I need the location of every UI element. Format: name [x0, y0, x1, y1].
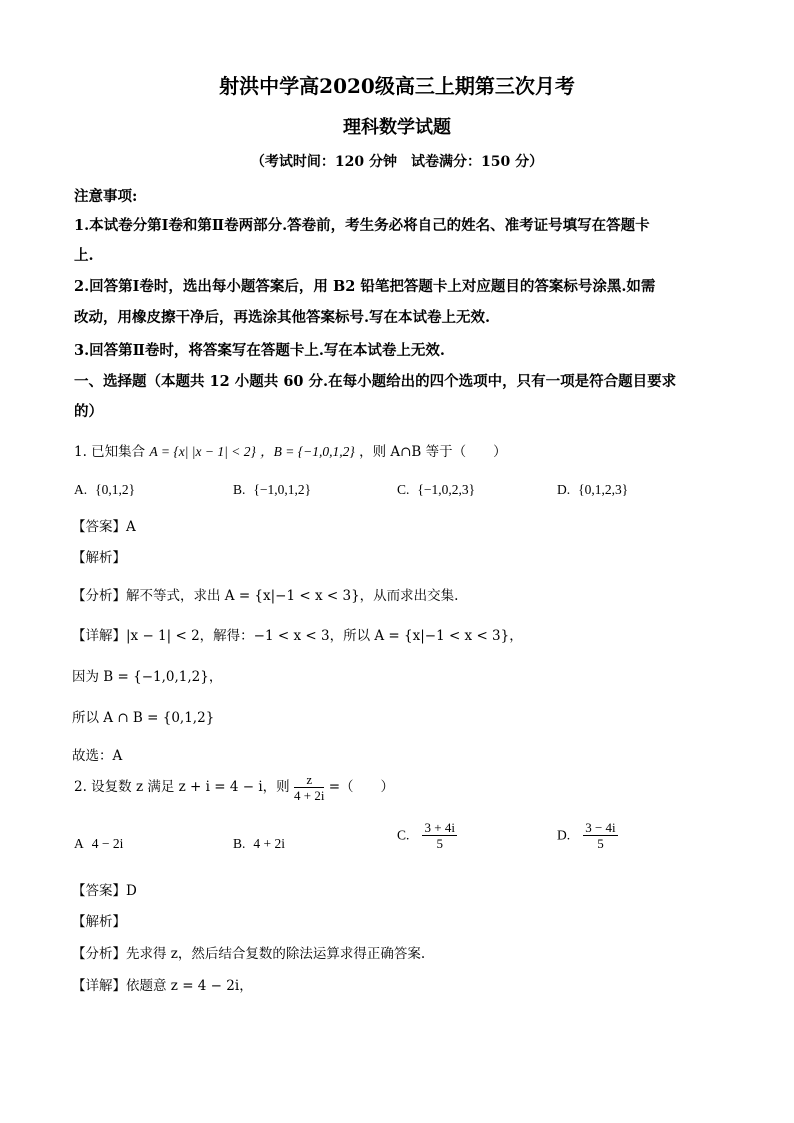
question-1-fenxi: 【分析】解不等式，求出 A = {x|−1 < x < 3}，从而求出交集.	[72, 588, 459, 604]
question-1-prefix: 1. 已知集合	[74, 444, 146, 460]
option-letter: A.	[74, 482, 88, 497]
option-fraction	[583, 820, 617, 851]
option-letter: B.	[233, 836, 246, 851]
question-1-option-c	[397, 479, 475, 498]
option-letter: D.	[557, 827, 571, 843]
question-2-option-c	[397, 820, 457, 851]
section-1-heading-line-1: 一、选择题（本题共 12 小题共 60 分.在每小题给出的四个选项中，只有一项是符合题目要求	[74, 373, 677, 390]
question-1-option-d	[557, 479, 628, 498]
exam-title: 射洪中学高2020级高三上期第三次月考	[219, 74, 575, 98]
notes-heading: 注意事项:	[74, 188, 138, 205]
option-letter: D.	[557, 482, 571, 497]
option-letter: C.	[397, 482, 410, 497]
question-2-suffix: =（ ）	[328, 779, 395, 795]
fraction-numerator: 3 − 4i	[585, 820, 616, 835]
fraction-numerator: z	[294, 772, 324, 788]
fraction-numerator: 3 + 4i	[424, 820, 455, 835]
question-2-xiangjie: 【详解】依题意 z = 4 − 2i，	[72, 978, 253, 994]
option-value: {−1,0,1,2}	[253, 482, 312, 497]
note-item-1-line-2: 上.	[74, 247, 94, 264]
option-value: 4 − 2i	[91, 836, 124, 851]
question-2-fraction	[294, 772, 324, 803]
question-2-analysis-tag: 【解析】	[72, 914, 126, 930]
option-value: 4 + 2i	[253, 836, 286, 851]
exam-info: （考试时间：120 分钟 试卷满分：150 分）	[250, 154, 544, 170]
question-1-because: 因为 B = {−1,0,1,2}，	[72, 669, 223, 685]
exam-subtitle: 理科数学试题	[343, 117, 451, 138]
question-1-option-b	[233, 479, 311, 498]
note-item-2-line-1: 2.回答第Ⅰ卷时，选出每小题答案后，用 B2 铅笔把答题卡上对应题目的答案标号涂黑.如需	[74, 278, 656, 295]
section-1-heading-line-2: 的）	[74, 403, 103, 420]
question-1-set-a: A = {x| |x − 1| < 2}	[149, 444, 256, 459]
note-item-2-line-2: 改动，用橡皮擦干净后，再选涂其他答案标号.写在本试卷上无效.	[74, 309, 491, 326]
question-2-option-b	[233, 833, 285, 852]
option-value: {0,1,2}	[95, 482, 136, 497]
question-2-prefix: 2. 设复数 z 满足 z + i = 4 − i，则	[74, 779, 290, 795]
question-1-analysis-tag: 【解析】	[72, 550, 126, 566]
question-1-xiangjie: 【详解】|x − 1| < 2，解得：−1 < x < 3，所以 A = {x|−1 < x < 3}，	[72, 628, 523, 644]
option-value: {0,1,2,3}	[578, 482, 629, 497]
note-item-3: 3.回答第Ⅱ卷时，将答案写在答题卡上.写在本试卷上无效.	[74, 342, 445, 359]
fraction-denominator: 5	[436, 836, 443, 851]
option-letter: B.	[233, 482, 246, 497]
question-2-stem	[74, 772, 394, 803]
option-letter: C.	[397, 827, 410, 843]
question-1-option-a	[74, 479, 135, 498]
fraction-denominator: 4 + 2i	[293, 788, 325, 803]
question-2-option-d	[557, 820, 618, 851]
question-2-option-a	[74, 833, 123, 852]
question-1-so: 所以 A ∩ B = {0,1,2}	[72, 710, 215, 726]
fraction-denominator: 5	[597, 836, 604, 851]
option-fraction	[422, 820, 456, 851]
question-2-answer: 【答案】D	[72, 883, 137, 899]
question-1-stem	[74, 440, 507, 460]
option-value: {−1,0,2,3}	[417, 482, 476, 497]
question-1-suffix: ，则 A∩B 等于（ ）	[359, 444, 507, 460]
question-2-fenxi: 【分析】先求得 z，然后结合复数的除法运算求得正确答案.	[72, 946, 426, 962]
option-letter: A	[74, 836, 84, 851]
question-1-answer: 【答案】A	[72, 519, 136, 535]
note-item-1-line-1: 1.本试卷分第Ⅰ卷和第Ⅱ卷两部分.答卷前，考生务必将自己的姓名、准考证号填写在答题卡	[74, 217, 650, 234]
question-1-set-b: ，B = {−1,0,1,2}	[260, 444, 355, 459]
question-1-choose: 故选：A	[72, 748, 123, 764]
